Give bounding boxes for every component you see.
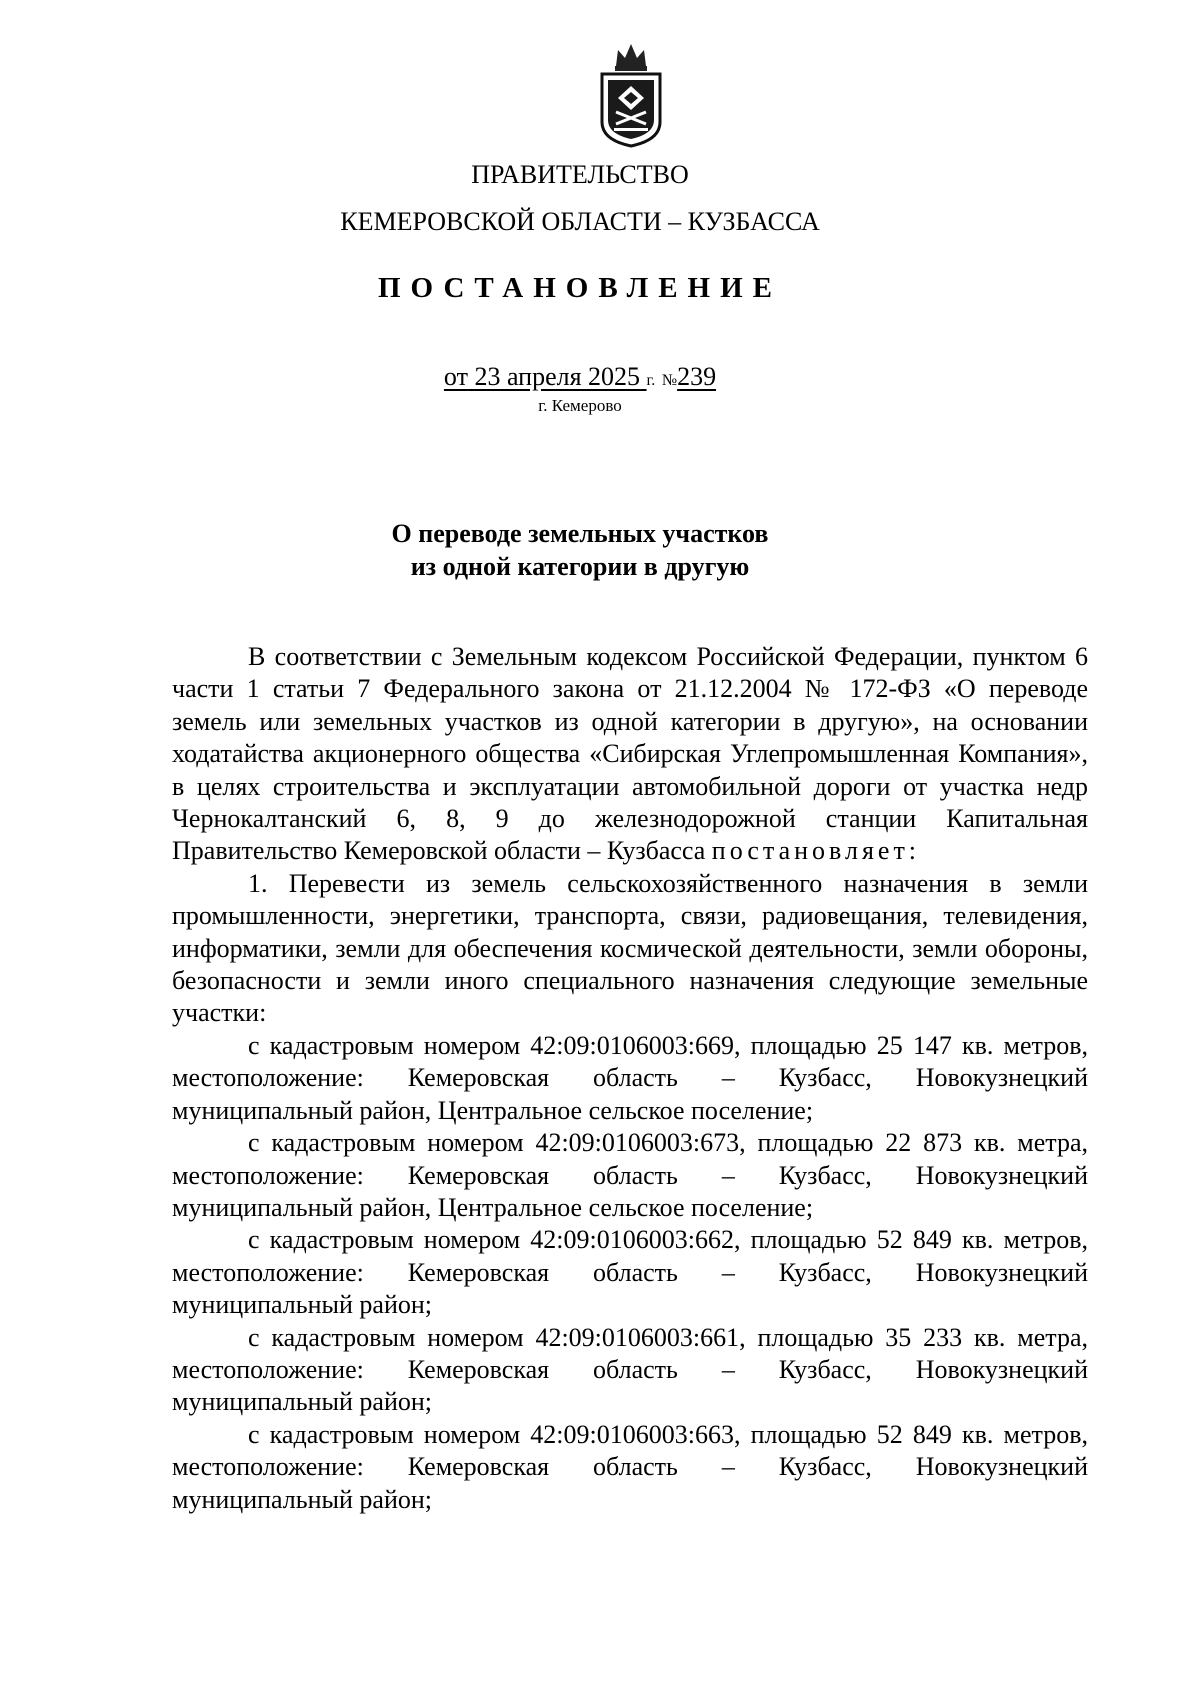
government-name-line2: КЕМЕРОВСКОЙ ОБЛАСТИ – КУЗБАССА [340, 207, 820, 236]
parcel-item: с кадастровым номером 42:09:0106003:669, площадью 25 147 кв. метров, местоположение: Кемеровская область – Кузбасс, Новокузнецкий муниципальный район, Центральное сельское поселение; [172, 1030, 1088, 1125]
parcel-item: с кадастровым номером 42:09:0106003:661, площадью 35 233 кв. метра, местоположение: Кемеровская область – Кузбасс, Новокузнецкий муниципальный район; [172, 1322, 1088, 1417]
document-date: 23 апреля 2025 [474, 362, 641, 391]
decree-word: постановляет: [711, 836, 921, 866]
document-body [172, 641, 1088, 1516]
parcel-item: с кадастровым номером 42:09:0106003:673, площадью 22 873 кв. метра, местоположение: Кемеровская область – Кузбасс, Новокузнецкий муниципальный район, Центральное сельское поселение; [172, 1128, 1088, 1222]
subject-line1: О переводе земельных участков [391, 519, 769, 548]
preamble-text: В соответствии с Земельным кодексом Российской Федерации, пунктом 6 части 1 статьи 7 Федерального закона от 21.12.2004 № 172-ФЗ «О переводе земель или земельных участков из одной категории в другую», на основании ходатайства акционерного общества «Сибирская Углепромышленная Компания», в целях строительства и эксплуатации автомобильной дороги от участка недр Чернокалтанский 6, 8, 9 до железнодорожной станции Капитальная Правительство Кемеровской области – Кузбасса [172, 642, 1088, 866]
parcel-item: с кадастровым номером 42:09:0106003:663, площадью 52 849 кв. метров, местоположение: Кемеровская область – Кузбасс, Новокузнецкий муниципальный район; [172, 1419, 1088, 1514]
dateline [0, 362, 1160, 396]
date-prefix: от [443, 362, 468, 391]
parcel-item: с кадастровым номером 42:09:0106003:662, площадью 52 849 кв. метров, местоположение: Кемеровская область – Кузбасс, Новокузнецкий муниципальный район; [172, 1225, 1088, 1320]
government-name-line1: ПРАВИТЕЛЬСТВО [471, 160, 689, 189]
coat-of-arms-icon [594, 40, 668, 148]
subject-line2: из одной категории в другую [410, 552, 750, 581]
document-type-title: ПОСТАНОВЛЕНИЕ [377, 272, 782, 304]
number-sign: № [661, 372, 678, 389]
issue-city: г. Кемерово [538, 396, 622, 415]
item-1-paragraph: 1. Перевести из земель сельскохозяйственного назначения в земли промышленности, энергетики, транспорта, связи, радиовещания, телевидения, информатики, земли для обеспечения космической деятельности, земли обороны, безопасности и земли иного специального назначения следующие земельные участки: [172, 868, 1088, 1028]
year-suffix: г. [646, 372, 656, 389]
preamble-paragraph [172, 641, 1088, 868]
document-number: 239 [677, 362, 717, 391]
